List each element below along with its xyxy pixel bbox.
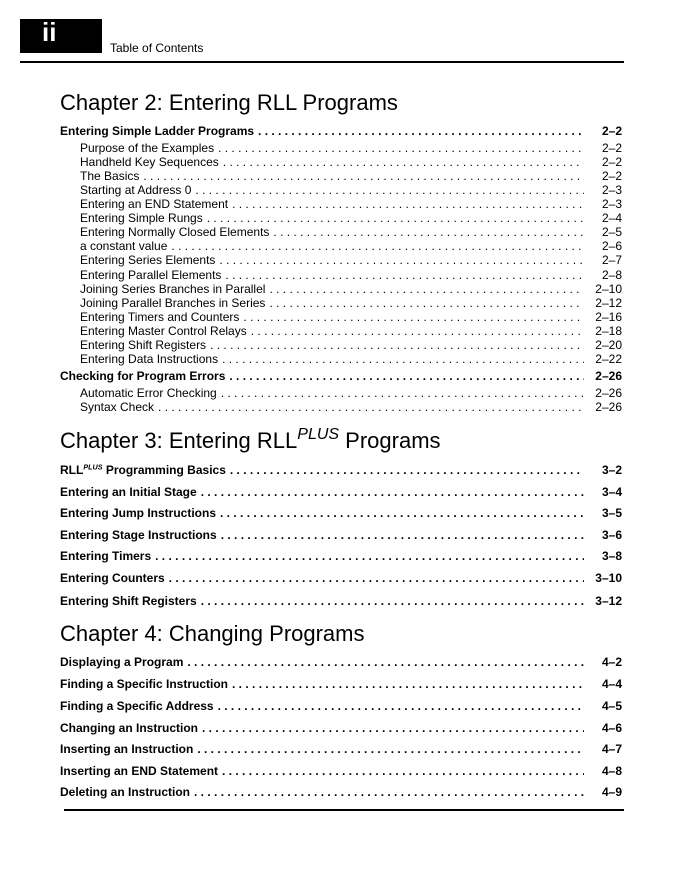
toc-entry[interactable]: Entering Simple Rungs . . . 2–4 <box>60 211 622 225</box>
toc-entry[interactable]: Syntax Check . . . 2–26 <box>60 400 622 414</box>
toc-entry[interactable]: Entering Jump Instructions . . . 3–5 <box>60 506 622 520</box>
footer-rule <box>64 809 624 811</box>
toc-entry[interactable]: Finding a Specific Address . . . 4–5 <box>60 699 622 713</box>
toc-entry[interactable]: Automatic Error Checking . . . 2–26 <box>60 386 622 400</box>
page-number: ii <box>42 17 57 47</box>
chapter-3-heading: Chapter 3: Entering $RLL^{PLUS}$ Programs <box>60 426 441 453</box>
toc-entry[interactable]: Entering Timers and Counters . . . 2–16 <box>60 310 622 324</box>
toc-entry[interactable]: Purpose of the Examples . . . 2–2 <box>60 141 622 155</box>
toc-entry[interactable]: Finding a Specific Instruction . . . 4–4 <box>60 677 622 691</box>
toc-entry[interactable]: Displaying a Program . . . 4–2 <box>60 655 622 669</box>
toc-entry[interactable]: Joining Parallel Branches in Series . . . 2–12 <box>60 296 622 310</box>
toc-entry[interactable]: Checking for Program Errors . . . 2–26 <box>60 369 622 383</box>
toc-entry[interactable]: Entering an END Statement . . . 2–3 <box>60 197 622 211</box>
toc-entry[interactable]: Changing an Instruction . . . 4–6 <box>60 721 622 735</box>
chapter-4-heading: Chapter 4: Changing Programs <box>60 621 365 646</box>
toc-entry[interactable]: Entering Timers . . . 3–8 <box>60 549 622 563</box>
toc-entry[interactable]: Entering Normally Closed Elements . . . 2–5 <box>60 225 622 239</box>
toc-entry[interactable]: Entering Master Control Relays . . . 2–18 <box>60 324 622 338</box>
toc-entry[interactable]: Entering Shift Registers . . . 2–20 <box>60 338 622 352</box>
toc-entry[interactable]: Inserting an END Statement . . . 4–8 <box>60 764 622 778</box>
chapter-2-heading: Chapter 2: Entering RLL Programs <box>60 90 398 115</box>
toc-entry[interactable]: Entering an Initial Stage . . . 3–4 <box>60 485 622 499</box>
toc-entry[interactable]: Entering Simple Ladder Programs . . . 2–2 <box>60 124 622 138</box>
running-header-title: Table of Contents <box>110 41 204 55</box>
toc-entry[interactable]: Deleting an Instruction . . . 4–9 <box>60 785 622 799</box>
toc-entry[interactable]: Entering Series Elements . . . 2–7 <box>60 253 622 267</box>
header-rule <box>20 61 624 63</box>
toc-entry[interactable]: Starting at Address 0 . . . 2–3 <box>60 183 622 197</box>
toc-entry[interactable]: Entering Shift Registers . . . 3–12 <box>60 594 622 608</box>
toc-entry[interactable]: a constant value . . . 2–6 <box>60 239 622 253</box>
toc-entry[interactable]: Entering Parallel Elements . . . 2–8 <box>60 268 622 282</box>
toc-entry[interactable]: Inserting an Instruction . . . 4–7 <box>60 742 622 756</box>
toc-entry[interactable]: Handheld Key Sequences . . . 2–2 <box>60 155 622 169</box>
toc-entry[interactable]: The Basics . . . 2–2 <box>60 169 622 183</box>
page-number-tab <box>20 19 102 53</box>
toc-entry[interactable]: Entering Counters . . . 3–10 <box>60 571 622 585</box>
toc-entry[interactable]: $RLL^{PLUS}$ Programming Basics . . . 3–2 <box>60 463 622 477</box>
toc-entry[interactable]: Joining Series Branches in Parallel . . . 2–10 <box>60 282 622 296</box>
toc-entry[interactable]: Entering Data Instructions . . . 2–22 <box>60 352 622 366</box>
toc-entry[interactable]: Entering Stage Instructions . . . 3–6 <box>60 528 622 542</box>
